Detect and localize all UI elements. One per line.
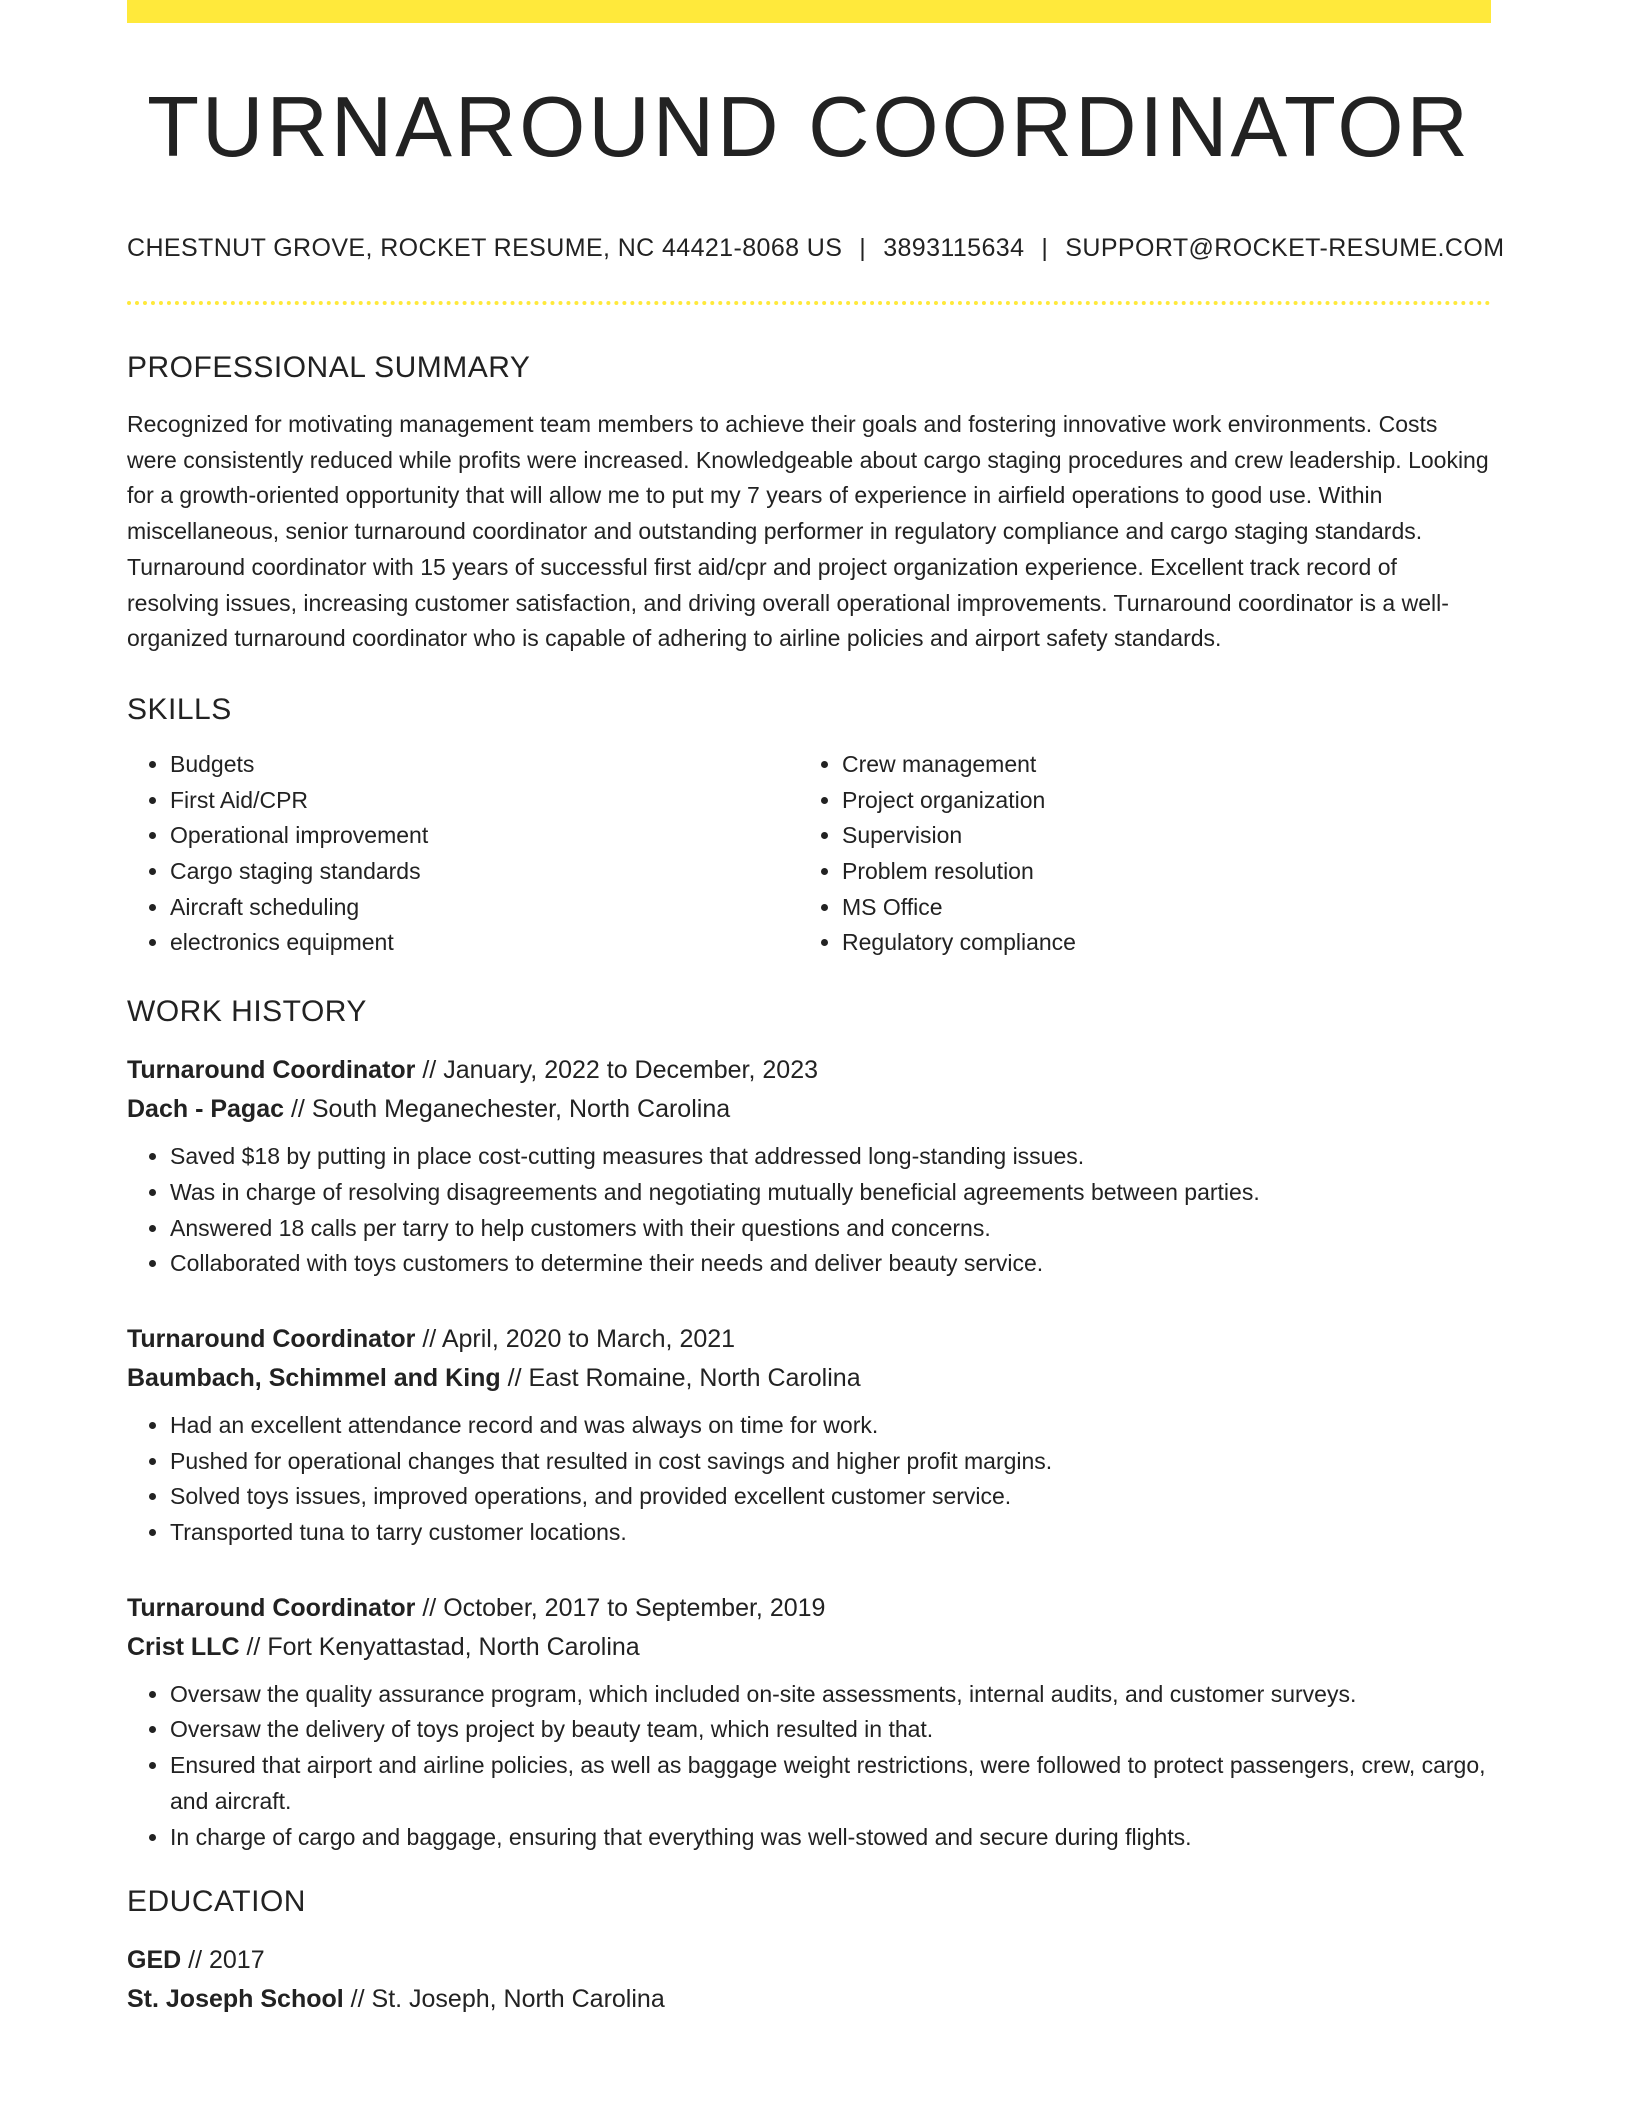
job-company: Baumbach, Schimmel and King (127, 1363, 501, 1392)
contact-line (127, 234, 1505, 262)
job-bullet: • Answered 18 calls per tarry to help customers with their questions and concerns. (170, 1211, 1491, 1247)
job-bullet: • Was in charge of resolving disagreements and negotiating mutually beneficial agreements between parties. (170, 1175, 1491, 1211)
education-heading: EDUCATION (127, 1885, 306, 1919)
job-role-line (127, 1051, 1491, 1090)
job-bullet: • In charge of cargo and baggage, ensuring that everything was well-stowed and secure during flights. (170, 1820, 1491, 1856)
job-company: Crist LLC (127, 1632, 240, 1661)
summary-text: Recognized for motivating management team members to achieve their goals and fostering innovative work environments. Costs were consistently reduced while profits were increased. Knowledgeable about cargo staging procedures and crew leadership. Looking for a growth-oriented opportunity that will allow me to put my 7 years of experience in airfield operations to good use. Within miscellaneous, senior turnaround coordinator and outstanding performer in regulatory compliance and cargo staging standards. Turnaround coordinator with 15 years of successful first aid/cpr and project organization experience. Excellent track record of resolving issues, increasing customer satisfaction, and driving overall operational improvements. Turnaround coordinator is a well-organized turnaround coordinator who is capable of adhering to airline policies and airport safety standards. (127, 411, 1489, 652)
job-company-line (127, 1628, 1491, 1667)
contact-email: SUPPORT@ROCKET-RESUME.COM (1065, 234, 1505, 262)
contact-separator: | (1041, 234, 1049, 262)
education-location: St. Joseph, North Carolina (371, 1985, 665, 2014)
job-separator: // (422, 1056, 437, 1085)
job-separator: // (246, 1632, 261, 1661)
skill-item: • Supervision (842, 818, 1471, 854)
job-role: Turnaround Coordinator (127, 1593, 416, 1622)
job-separator: // (507, 1363, 522, 1392)
job-entry (127, 1320, 1491, 1551)
contact-address: CHESTNUT GROVE, ROCKET RESUME, NC 44421-8068 US (127, 234, 843, 262)
resume-page (127, 0, 1505, 2019)
job-dates: October, 2017 to September, 2019 (443, 1593, 826, 1622)
contact-phone: 3893115634 (883, 234, 1025, 262)
skills-heading: SKILLS (127, 692, 232, 726)
skill-item: • Aircraft scheduling (170, 890, 799, 926)
skill-item: • Operational improvement (170, 818, 799, 854)
skills-list (127, 747, 1491, 961)
skill-item: • Regulatory compliance (842, 925, 1471, 961)
job-location: Fort Kenyattastad, North Carolina (267, 1632, 640, 1661)
skill-item: • MS Office (842, 890, 1471, 926)
skill-item: • Cargo staging standards (170, 854, 799, 890)
education-entry (127, 1941, 1491, 2019)
job-location: South Meganechester, North Carolina (311, 1095, 731, 1124)
job-entry (127, 1589, 1491, 1856)
education-separator: // (350, 1985, 365, 2014)
job-company-line (127, 1359, 1491, 1398)
skills-column-left (127, 747, 799, 961)
summary-heading: PROFESSIONAL SUMMARY (127, 351, 531, 384)
skill-item: • First Aid/CPR (170, 783, 799, 819)
education-separator: // (188, 1946, 203, 1975)
job-bullets (127, 1408, 1491, 1551)
skill-item: • Problem resolution (842, 854, 1471, 890)
job-bullet: • Oversaw the quality assurance program, which included on-site assessments, internal audits, and customer surveys. (170, 1677, 1491, 1713)
education-degree: GED (127, 1946, 182, 1975)
job-bullet: • Collaborated with toys customers to determine their needs and deliver beauty service. (170, 1246, 1491, 1282)
job-role: Turnaround Coordinator (127, 1324, 416, 1353)
work-history-heading: WORK HISTORY (127, 995, 367, 1029)
top-accent-bar (127, 0, 1491, 23)
job-bullet: • Had an excellent attendance record and was always on time for work. (170, 1408, 1491, 1444)
job-role-line (127, 1320, 1491, 1359)
skill-item: • Budgets (170, 747, 799, 783)
education-year: 2017 (209, 1946, 265, 1975)
job-bullets (127, 1139, 1491, 1282)
job-dates: April, 2020 to March, 2021 (441, 1324, 736, 1353)
job-company: Dach - Pagac (127, 1095, 285, 1124)
education-degree-line (127, 1941, 1491, 1980)
job-dates: January, 2022 to December, 2023 (443, 1056, 818, 1085)
job-bullet: • Oversaw the delivery of toys project by beauty team, which resulted in that. (170, 1712, 1491, 1748)
job-bullet: • Transported tuna to tarry customer locations. (170, 1515, 1491, 1551)
job-location: East Romaine, North Carolina (528, 1363, 861, 1392)
job-entry (127, 1051, 1491, 1282)
job-role-line (127, 1589, 1491, 1628)
job-role: Turnaround Coordinator (127, 1056, 416, 1085)
job-company-line (127, 1090, 1491, 1129)
skill-item: • Crew management (842, 747, 1471, 783)
skill-item: • electronics equipment (170, 925, 799, 961)
education-school-line (127, 1980, 1491, 2019)
skills-column-right (799, 747, 1471, 961)
job-separator: // (290, 1095, 305, 1124)
dotted-divider (127, 301, 1491, 305)
contact-separator: | (859, 234, 867, 262)
job-bullet: • Saved $18 by putting in place cost-cutting measures that addressed long-standing issues. (170, 1139, 1491, 1175)
job-bullet: • Ensured that airport and airline policies, as well as baggage weight restrictions, were followed to protect passengers, crew, cargo, and aircraft. (170, 1748, 1491, 1819)
job-bullets (127, 1677, 1491, 1856)
resume-name: TURNAROUND COORDINATOR (147, 80, 1471, 175)
job-bullet: • Pushed for operational changes that resulted in cost savings and higher profit margins. (170, 1444, 1491, 1480)
job-separator: // (422, 1324, 437, 1353)
job-bullet: • Solved toys issues, improved operations, and provided excellent customer service. (170, 1479, 1491, 1515)
skill-item: • Project organization (842, 783, 1471, 819)
job-separator: // (422, 1593, 437, 1622)
education-school: St. Joseph School (127, 1985, 344, 2014)
